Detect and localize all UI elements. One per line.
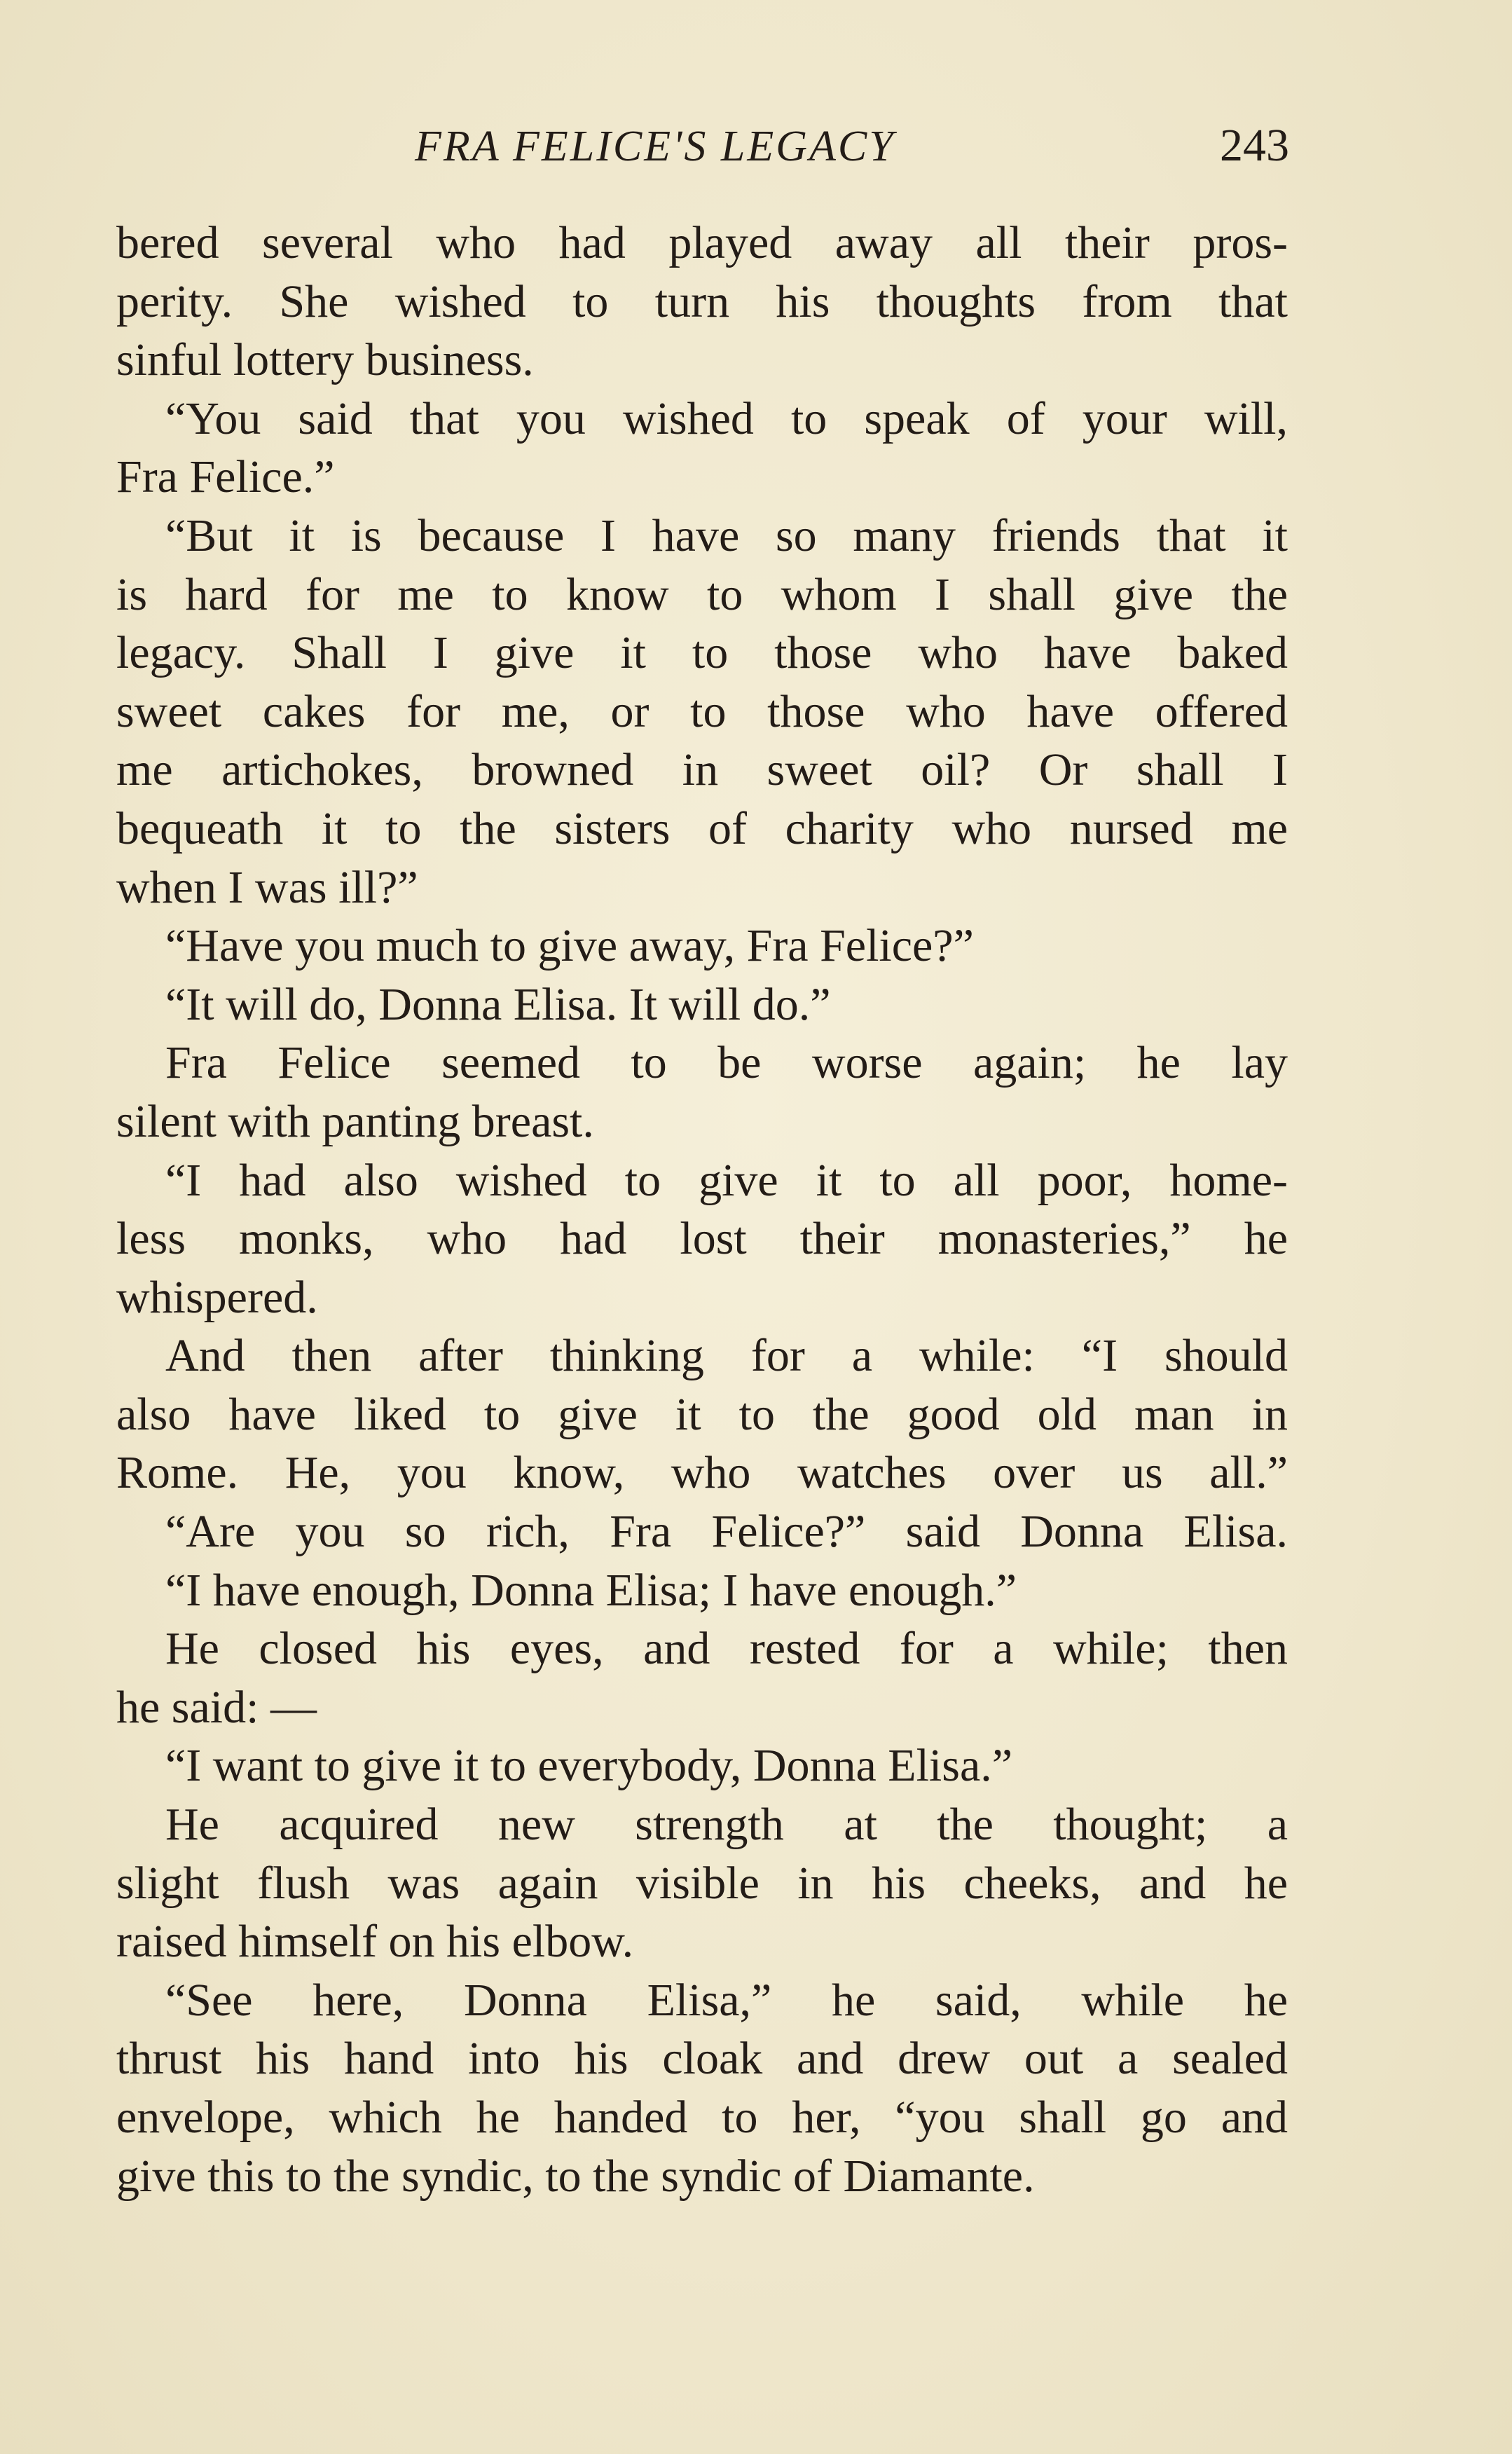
text-line: “Are you so rich, Fra Felice?” said Donna Elisa. [165,1506,1288,1558]
page-header [415,118,1289,181]
text-line: give this to the syndic, to the syndic of Diamante. [116,2150,1035,2202]
text-line: He acquired new strength at the thought; a [165,1799,1288,1851]
text-line: he said: — [116,1681,317,1733]
text-line: “I have enough, Donna Elisa; I have enough.” [165,1564,1017,1616]
text-line: He closed his eyes, and rested for a while; then [165,1623,1288,1675]
text-line: raised himself on his elbow. [116,1916,634,1968]
text-line: “You said that you wished to speak of your will, [165,392,1288,444]
text-line: bered several who had played away all their pros- [116,217,1288,268]
page-number: 243 [1220,120,1289,171]
text-line: also have liked to give it to the good old man in [116,1388,1288,1440]
text-line: silent with panting breast. [116,1095,594,1147]
text-line: “I had also wished to give it to all poor, home- [165,1154,1288,1206]
text-line: sinful lottery business. [116,334,534,386]
text-line: when I was ill?” [116,861,418,913]
text-line: less monks, who had lost their monasteries,” he [116,1213,1288,1265]
text-line: slight flush was again visible in his cheeks, and he [116,1857,1288,1909]
text-line: bequeath it to the sisters of charity who nursed me [116,802,1288,854]
text-line: “I want to give it to everybody, Donna Elisa.” [165,1740,1013,1792]
text-line: “See here, Donna Elisa,” he said, while he [165,1974,1288,2026]
text-line: And then after thinking for a while: “I should [165,1330,1288,1382]
text-line: “Have you much to give away, Fra Felice?” [165,920,974,972]
text-line: Fra Felice seemed to be worse again; he lay [165,1037,1288,1089]
text-line: envelope, which he handed to her, “you shall go and [116,2092,1288,2143]
text-line: Fra Felice.” [116,451,335,503]
text-line: “But it is because I have so many friends that it [165,509,1288,561]
text-line: “It will do, Donna Elisa. It will do.” [165,978,831,1030]
text-line: Rome. He, you know, who watches over us all.” [116,1447,1288,1499]
text-line: perity. She wished to turn his thoughts from that [116,275,1288,327]
text-line: legacy. Shall I give it to those who have baked [116,627,1288,679]
text-line: sweet cakes for me, or to those who have offered [116,685,1288,737]
body-text [116,214,1288,2205]
text-line: is hard for me to know to whom I shall give the [116,568,1288,620]
running-title: FRA FELICE'S LEGACY [415,123,895,170]
text-line: whispered. [116,1271,318,1323]
text-line: me artichokes, browned in sweet oil? Or shall I [116,744,1288,796]
text-line: thrust his hand into his cloak and drew out a sealed [116,2033,1288,2085]
